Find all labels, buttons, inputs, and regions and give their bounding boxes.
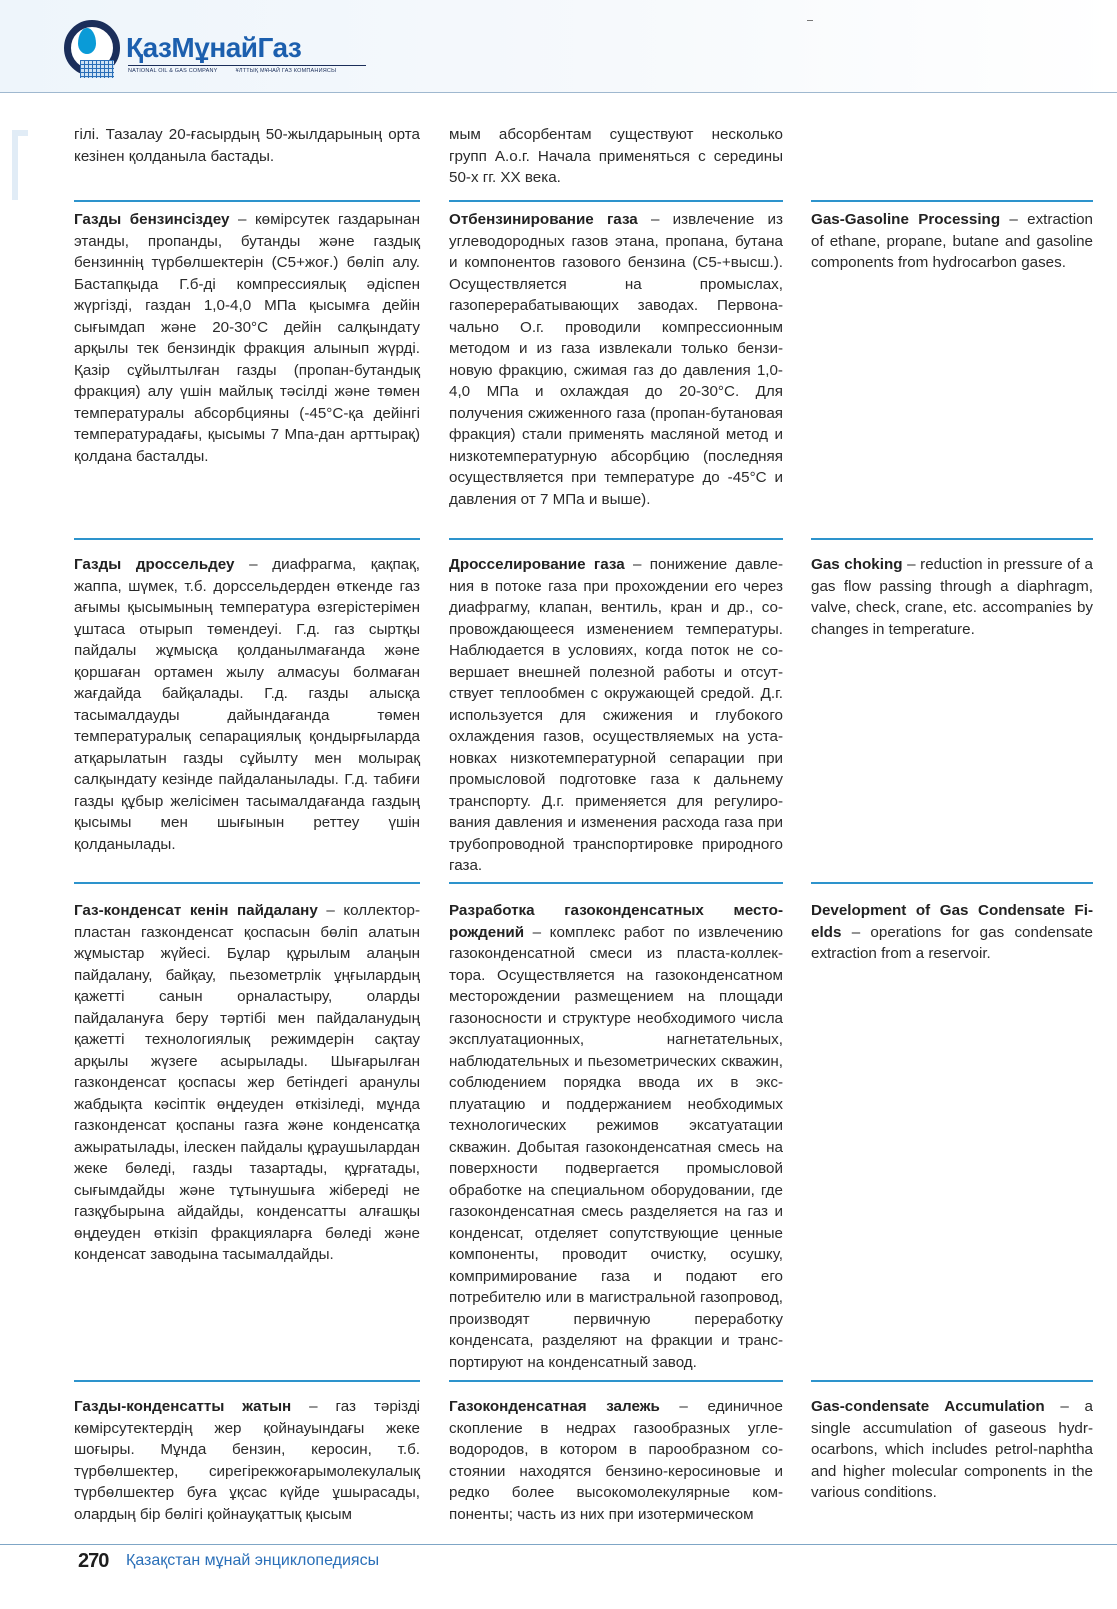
entry-separator	[449, 882, 783, 884]
book-title: Қазақстан мұнай энциклопедиясы	[126, 1552, 380, 1569]
entry-ru: Отбензинирование газа – извлечение из углеводородных газов этана, пропана, бутана и компонентов газового бензина (С5-+высш.). Осуществляется на промыслах, газоперерабатывающих заводах. Первоначально О.г. проводили компрессионным методом и из газа извлекали только бензиновую фракцию, сжимая газ до давления 1,0-4,0 МПа и охлаждая до 20-30°С. Для получения сжиженного газа (пропан-бутановая фракция) стали применять масляной метод и низкотемпературную абсорбцию (последняя осуществляется при температуре до -45°С и давления от 7 МПа и выше).	[449, 211, 783, 508]
logo-name: ҚазМұнайГаз	[126, 32, 302, 63]
oil-drop-icon	[78, 28, 96, 54]
term-ru: Разработка газоконденсатных месторождений	[449, 902, 783, 941]
entry-separator	[811, 200, 1093, 202]
entry-en: Development of Gas Condensate Fields – operations for gas condensate extraction from a reservoir.	[811, 902, 1093, 962]
footer-rule	[0, 1544, 1117, 1545]
entry-separator	[449, 200, 783, 202]
term-ru: Дросселирование газа	[449, 556, 625, 573]
entry-en: Gas-Gasoline Processing – extraction of ethane, propane, butane and gasoline components from hydrocarbon gases.	[811, 211, 1093, 271]
entry-ru: Газоконденсатная залежь – единичное скопление в недрах газообразных углеводородов, в котором в парообразном состоянии находятся бензино-керосиновые и редко более высокомолекулярные компоненты; часть из них при изотермическом	[449, 1398, 783, 1523]
term-en: Gas-condensate Accumulation	[811, 1398, 1045, 1415]
logo-grid-icon	[80, 60, 114, 78]
company-logo	[64, 20, 354, 82]
logo-rule	[128, 65, 366, 66]
entry-separator	[811, 882, 1093, 884]
term-kz: Газды бензинсіздеу	[74, 211, 230, 228]
term-en: Gas-Gasoline Processing	[811, 211, 1001, 228]
entry-separator	[811, 538, 1093, 540]
term-ru: Отбензинирование газа	[449, 211, 638, 228]
entry-separator	[449, 538, 783, 540]
entry-separator	[74, 1380, 420, 1382]
entry-ru: Разработка газоконденсатных месторождений – комплекс работ по извлечению газоконденсатной смеси из пласта-коллектора. Осуществляется на газоконденсатном месторождении размещением на площади газоносности и структуре необходимого числа эксплуатационных, нагнетательных, наблюдательных и пьезометрических скважин, соблюдением порядка ввода их в эксплуатацию и поддержанием необходимых технологических режимов эксатуатации скважин. Добытая газоконденсатная смесь на поверхности подвергается промысловой обработке на специальном оборудовании, где газоконденсатная смесь разделяется на газ и конденсат, отделяет сопутствующие ценные компоненты, проводит очистку, осушку, компримирование газа и подают его потребителю или в магистральной газопровод, производят первичную переработку конденсата, разделяют на фракции и транспортируют на конденсатный завод.	[449, 902, 783, 1371]
entry-separator	[74, 882, 420, 884]
corner-decoration	[12, 130, 28, 200]
logo-subtitle-en: NATIONAL OIL & GAS COMPANY	[128, 68, 218, 74]
term-kz: Газды дроссельдеу	[74, 556, 235, 573]
header-rule	[0, 92, 1117, 93]
entry-kz: Газды бензинсіздеу – көмірсутек газдарынан этанды, пропанды, бутанды және газдық бензиннің түрбөлшектерін (С5+жоғ.) бөліп алу. Бастапқыда Г.б-ді компрессиялық әдіспен жүргізді, газдан 1,0-4,0 МПа қысымға дейін сығымдап және 20-30°С дейін салқындату арқылы тек бензиндік фракция алынып жүрді. Қазір сұйылтылған газды (пропан-бутандық фракция) алу үшін майлық тәсілді және төмен температуралы абсорбцияны (-45°С-қа дейінгі температурадағы, қысымы 7 Мпа-дан арттырақ) қолдана басталды.	[74, 211, 420, 465]
entry-separator	[74, 200, 420, 202]
logo-subtitle-kz: ҰЛТТЫҚ МҰНАЙ ГАЗ КОМПАНИЯСЫ	[235, 68, 337, 74]
entry-separator	[449, 1380, 783, 1382]
page-number: 270	[78, 1550, 109, 1572]
entry-kz: Газ-конденсат кенін пайдалану – коллектор-пластан газконденсат қоспасын бөліп алатын жұмыстар жүйесі. Бұлар құрылым алаңын пайдалану, байқау, пьезометрлік ұңғылардың қажетті санын орналастыру, оларды пайдалануға беру тәртібі мен пайдаланудың қажетті технологиялық режимдерін сақтау арқылы жүзеге асырылады. Шығарылған газконденсат қоспасы жер бетіндегі аранулы жабдықта кәсіптік өңдеуден өткізіледі, мұнда газконденсат қоспаны газға және конденсатқа ажыратылады, ілескен пайдалы құраушылардан жеке бөледі, газды тазартады, құрғатады, сығымдайды және тұтынушыға жібереді не газқұбырына айдайды, конденсатты алғашқы өңдеуден өткізіп фракцияларға бөледі және конденсат заводына тасымалдайды.	[74, 902, 420, 1263]
term-ru: Газоконденсатная залежь	[449, 1398, 660, 1415]
entry-kz: гілі. Тазалау 20-ғасырдың 50-жылдарының орта кезінен қолданыла бастады.	[74, 126, 420, 165]
term-kz: Газды-конденсатты жатын	[74, 1398, 292, 1415]
entry-separator	[811, 1380, 1093, 1382]
entry-en: Gas-condensate Accumulation – a single accumulation of gaseous hydrocarbons, which includes petrol-naphtha and higher molecular components in the various conditions.	[811, 1398, 1093, 1501]
logo-subtitle	[128, 68, 354, 74]
scan-mark	[807, 20, 813, 21]
entry-separator	[74, 538, 420, 540]
entry-kz: Газды-конденсатты жатын – газ тәрізді көмірсутектердің жер қойнауындағы жеке шоғыры. Мұнда бензин, керосин, т.б. түрбөлшектер, сирегірекжоғарымолекулалық түрбөлшектер буға ұқсас күйде ұшырасады, олардың бір бөлігі қойнауқаттық қысым	[74, 1398, 421, 1523]
term-kz: Газ-конденсат кенін пайдалану	[74, 902, 318, 919]
entry-kz: Газды дроссельдеу – диафрагма, қақпақ, жаппа, шүмек, т.б. дорссельдерден өткенде газ ағымы қысымының температура өзгерістерімен ұштаса отырып төмендеуі. Г.д. газ сыртқы пайдалы жұмысқа қолданылмағанда және қоршаған ортамен жылу алмасуы болмаған жағдайда байқалады. Г.д. газды алысқа тасымалдауды дайындағанда төмен температуралық сепарациялық қондырғыларда атқарылатын газды сұйылту мен молырақ салқындату кезінде пайдаланылады. Г.д. табиғи газды құбыр желісімен тасымалдағанда газдың қысымы мен шығынын реттеу үшін қолданылады.	[74, 556, 420, 853]
term-en: Development of Gas Condensate Fields	[811, 902, 1093, 941]
entry-ru: мым абсорбентам существуют несколько групп А.о.г. Начала применяться с середины 50-х гг. XX века.	[449, 126, 783, 186]
entry-en: Gas choking – reduction in pressure of a gas flow passing through a diaphragm, valve, check, crane, etc. accompanies by changes in temperature.	[811, 556, 1093, 638]
term-en: Gas choking	[811, 556, 903, 573]
entry-ru: Дросселирование газа – понижение давления в потоке газа при прохождении его через диафрагму, клапан, вентиль, кран и др., сопровождающееся изменением температуры. Наблюдается в условиях, когда поток не совершает внешней полезной работы и отсутствует теплообмен с окружающей средой. Д.г. используется для сжижения и глубокого охлаждения газов, осуществляемых на установках низкотемпературной сепарации при промысловой подготовке газа к дальнему транспорту. Д.г. применяется для регулирования давления и изменения расхода газа при трубопроводной транспортировке природного газа.	[449, 556, 783, 874]
